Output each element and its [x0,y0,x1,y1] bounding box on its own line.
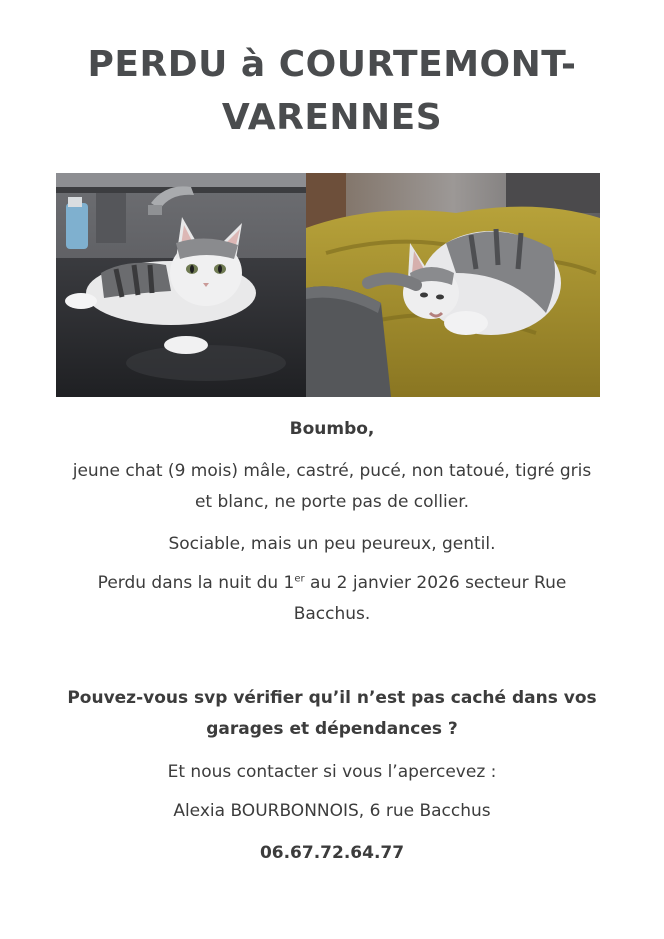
cat-kitchen-image [56,173,306,397]
contact-phone: 06.67.72.64.77 [259,843,405,863]
request-line-1: Pouvez-vous svp vérifier qu’il n’est pas caché dans vos [67,688,597,708]
contact-name: Alexia BOURBONNOIS, 6 rue Bacchus [173,801,491,821]
description-line-2: et blanc, ne porte pas de collier. [194,492,470,512]
lost-suffix: au 2 janvier 2026 secteur Rue [304,573,567,593]
title-line-1: PERDU à COURTEMONT- [87,44,577,85]
lost-details [30,570,634,628]
cat-photo-kitchen [56,173,306,397]
cat-description [30,458,634,516]
title-line-2: VARENNES [221,97,443,138]
photo-strip [56,173,600,397]
lost-superscript: er [294,573,305,585]
cat-photo-blanket [306,173,600,397]
description-line-1: jeune chat (9 mois) mâle, castré, pucé, non tatoué, tigré gris [72,461,592,481]
lost-prefix: Perdu dans la nuit du 1 [97,573,295,593]
search-request [30,685,634,743]
lost-line-2: Bacchus. [293,604,371,624]
contact-intro: Et nous contacter si vous l’apercevez : [167,762,497,782]
lost-line-1 [30,570,634,597]
cat-blanket-image [306,173,600,397]
cat-name: Boumbo, [289,419,375,439]
cat-temperament: Sociable, mais un peu peureux, gentil. [168,534,496,554]
request-line-2: garages et dépendances ? [206,719,458,739]
poster-title [0,38,664,144]
